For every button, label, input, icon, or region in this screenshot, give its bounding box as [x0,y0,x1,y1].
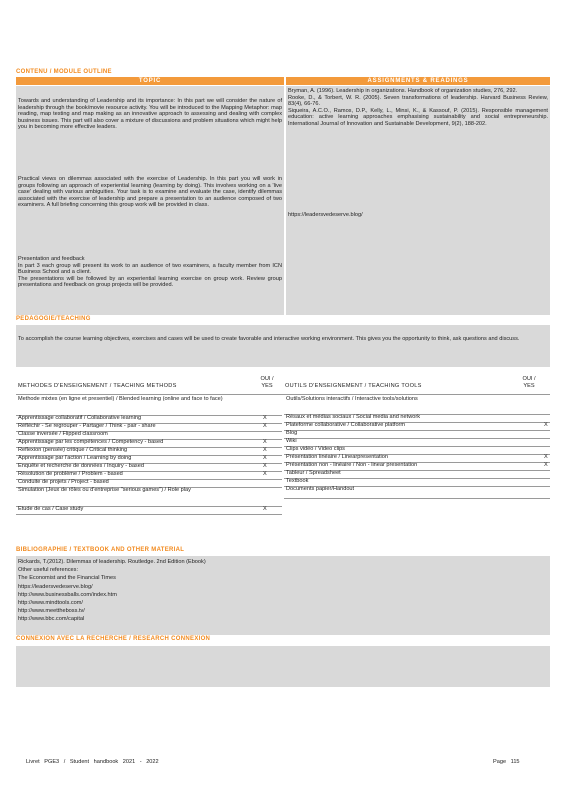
method-label: Classe inversée / Flipped classroom [18,431,108,437]
assignments-link[interactable]: https://leadersvedeserve.blog/ [288,212,363,218]
tool-label: Présentation linéaire / Linearpresentation [286,454,388,460]
research-title: CONNEXION AVEC LA RECHERCHE / RESEARCH CONNEXION [16,636,211,642]
topic-paragraph-1: Towards and understanding of Leadership and its importance: In this part we will consider the nature of leadership through the book/movie resource activity. You will be introduced to the Mapping Metaphor: map reading, map testing and map making as an innovative approach to assessing and dealing with complex business issues. This part will also cover a mixture of discussions and problem situations which might help you in becoming more effective leaders. [18,98,284,131]
methods-header: METHODES D'ENSEIGNEMENT / TEACHING METHODS [18,383,177,389]
tool-label: Résaux et médias sociaux / Social media and network [286,414,421,420]
method-check: X [263,506,267,512]
method-label: Enquête et recherche de données / Inquiry - based [18,463,144,469]
method-divider [16,514,282,515]
tool-label: Plateforme collaborative / Collaborative platform [286,422,406,428]
method-check: X [263,423,267,429]
footer-page-number: Page 115 [493,759,520,765]
topic-paragraph-3: Presentation and feedback In part 3 each group will present its work to an audience of two examiners, a faculty member from ICN Business School and a client. The presentations will be followed by an experiential learning exercise on group work. Review group presentations and feedback on group projects will be provided. [18,256,282,289]
bibliography-cell [16,556,550,635]
method-label: Réfléchir - Se regrouper - Partager / Think - pair - share [18,423,156,429]
method-row [16,396,282,415]
pedagogy-title: PEDAGOGIE/TEACHING [16,316,91,322]
method-row [16,487,282,506]
tool-check: X [544,462,548,468]
tool-label: Tableur / Spreadsheet [286,470,341,476]
tools-yes-header: OUI / YES [522,376,536,389]
methods-list [16,395,282,545]
tool-check: X [544,454,548,460]
method-label: Reflexion (pensée) critique / Critical thinking [18,447,128,453]
tool-check: X [544,422,548,428]
topic-header: TOPIC [16,77,284,85]
method-check: X [263,439,267,445]
tool-row [284,396,550,414]
section-title: CONTENU / MODULE OUTLINE [16,69,112,75]
tools-header: OUTILS D'ENSEIGNEMENT / TEACHING TOOLS [285,383,422,389]
method-label: Simulation (Jeux de rôles ou d'entreprise "serious games") / Role play [18,487,191,493]
tool-label: Documents papier/Handout [286,486,355,492]
method-label: Conduite de projets / Project - based [18,479,109,485]
assignments-text: Bryman, A. (1996). Leadership in organizations. Handbook of organization studies, 276, 292. Rooke, D., & Torbert, W. R. (2005). Seven transformations of leadership. Harvard Business Review, 83(4), 66-76. Siqueira, A.C.O., Ramos, D.P., Kelly, L., Minsi, K., & Kassouf, P. (2015). Responsible management education: active learning approaches emphasising sustainability and social entrepreneurship. International Journal of Innovation and Sustainable Development, 9(2), 188-202. [288,88,548,127]
method-label: Methode mixtes (en ligne et presentiel) / Blended learning (online and face to face) [18,396,223,402]
method-check: X [263,455,267,461]
pedagogy-cell [16,325,550,367]
pedagogy-text: To accomplish the course learning objectives, exercises and cases will be used to create favorable and interactive working environment. This gives you the opportunity to think, ask questions and discuss. [18,336,520,342]
tool-label: Outils/Solutions interactifs / Interactive tools/solutions [286,396,418,402]
tool-label: Textbook [286,478,309,484]
tools-list [284,395,550,545]
method-check: X [263,471,267,477]
tool-divider [284,498,550,499]
method-check: X [263,463,267,469]
method-label: Résolution de problème / Problem - based [18,471,123,477]
tool-label: Wiki [286,438,297,444]
method-label: Apprentissage par l'action / Learning by doing [18,455,132,461]
tool-row [284,486,550,498]
method-check: X [263,447,267,453]
footer-left: Livret PGE3 / Student handbook 2021 - 2022 [26,759,159,765]
bibliography-text: Rickards, T.(2012). Dilemmas of leadership. Routledge. 2nd Edition (Ebook) Other useful references: The Economist and the Financial Times https://leadersvedeserve.blog/ http://www.businessballs.com/index.htm http://www.mindtools.com/ http://www.meettheboss.tv/ http://www.bbc.com/capital [18,559,206,623]
methods-tools-table [16,370,550,546]
bibliography-title: BIBLIOGRAPHIE / TEXTBOOK AND OTHER MATERIAL [16,547,185,553]
tool-label: Présentation non - linéaire / Non - linear presentation [286,462,418,468]
method-check: X [263,415,267,421]
method-label: Apprentissage par les compétences / Competency - based [18,439,164,445]
methods-yes-header: OUI / YES [260,376,274,389]
tool-label: Clips vidéo / Video clips [286,446,345,452]
method-label: Apprentissage collaboratif / Collaborative learning [18,415,142,421]
topic-cell [16,86,284,315]
topic-paragraph-2: Practical views on dilemmas associated with the exercise of Leadership. In this part you will work in groups following an approach of experiential learning (learning by doing). This involves working on a 'live case' dealing with various ambiguities. Your task is to examine and evaluate the case, identify dilemmas associated with the exercise of leadership and prepare a presentation to an audience composed of two examiners. A full briefing concerning this group work will be provided in class. [18,176,284,209]
tool-label: Blog [286,430,298,436]
assignments-cell [286,86,550,315]
research-cell [16,646,550,687]
method-label: Etude de cas / Case study [18,506,84,512]
assignments-header: ASSIGNMENTS & READINGS [286,77,550,85]
